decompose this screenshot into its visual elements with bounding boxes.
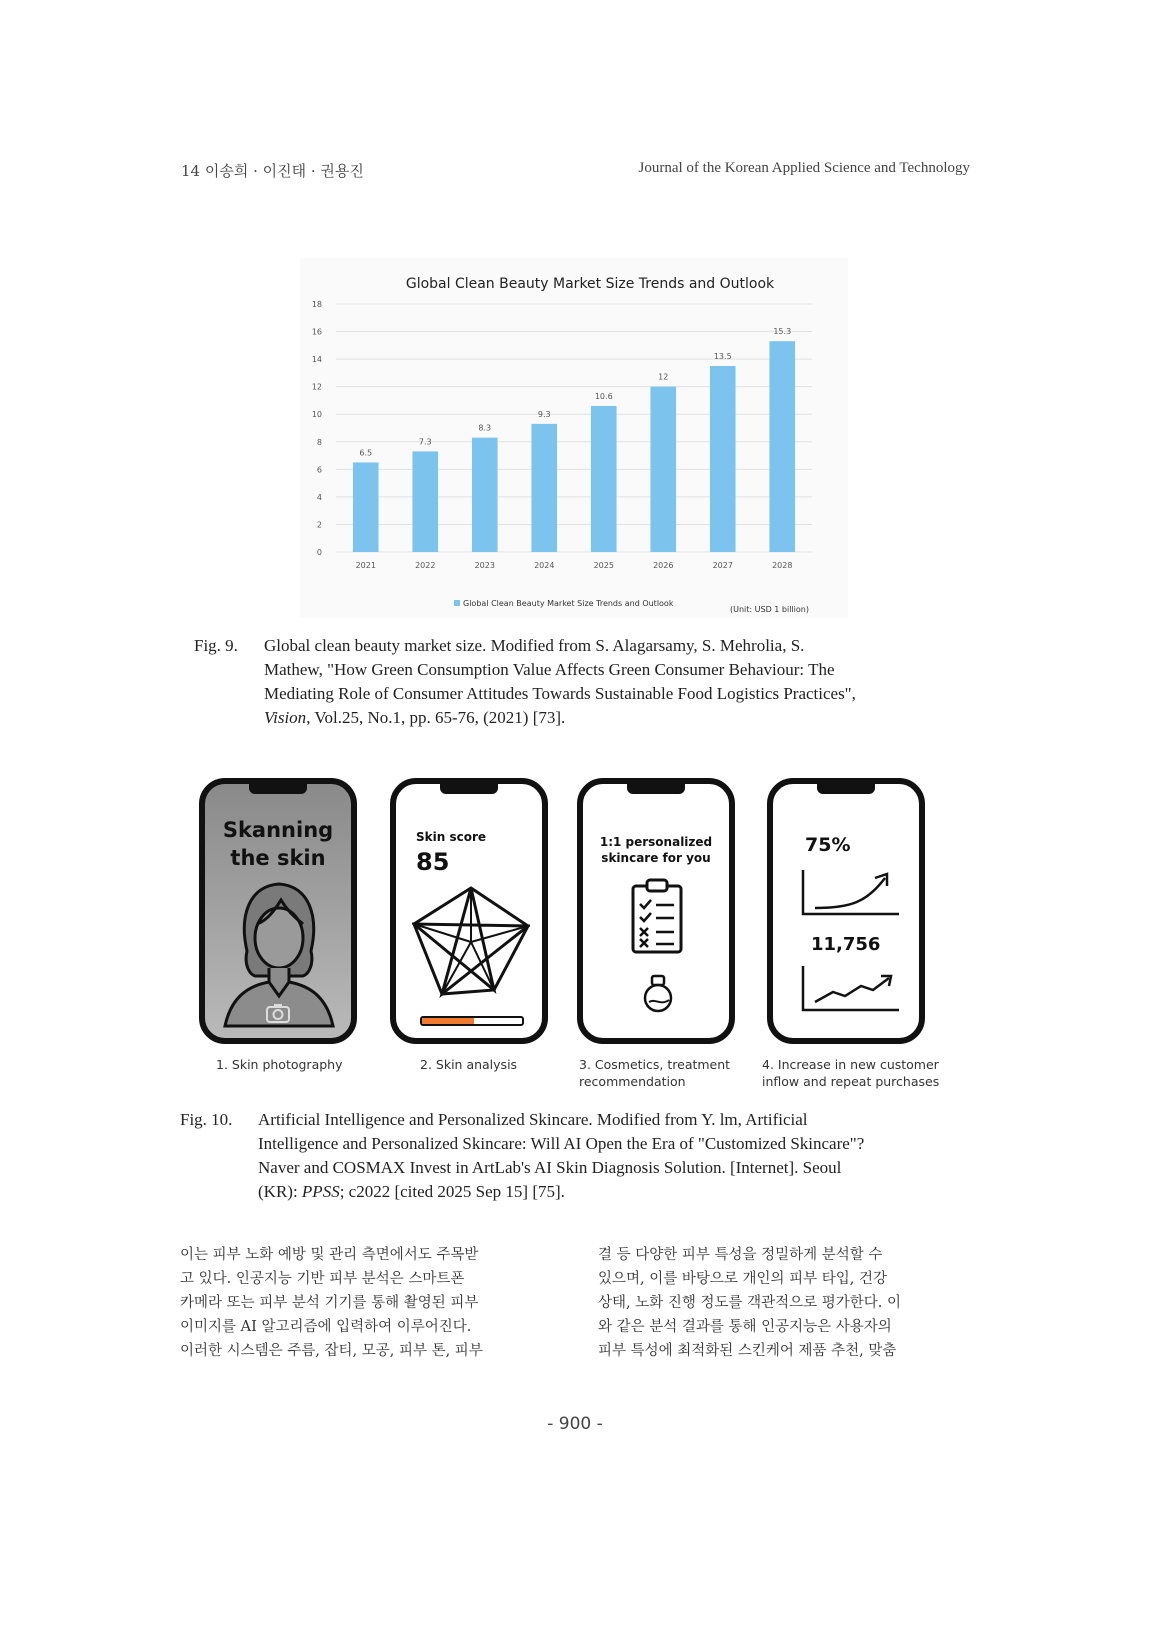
x-tick-label: 2021: [355, 561, 376, 570]
step-label-3: 3. Cosmetics, treatment recommendation: [579, 1057, 731, 1089]
body-line: 이는 피부 노화 예방 및 관리 측면에서도 주목받: [180, 1247, 479, 1263]
bar: [412, 451, 438, 552]
phone-skin-analysis: [390, 778, 548, 1044]
trend-line-icon: [801, 964, 901, 1014]
figure-10-caption: [180, 1108, 970, 1208]
step-label-4: 4. Increase in new customer inflow and repeat purchases: [762, 1057, 940, 1089]
y-tick-label: 0: [316, 548, 322, 557]
growth-percent: 75%: [805, 834, 851, 856]
running-header-journal: Journal of the Korean Applied Science and Technology: [638, 160, 970, 176]
data-label: 6.5: [359, 448, 373, 458]
bar: [769, 341, 795, 552]
caption-line: Vision, Vol.25, No.1, pp. 65-76, (2021) [73].: [264, 708, 566, 727]
bar-chart: [300, 258, 848, 618]
data-label: 12: [658, 372, 669, 382]
customer-count: 11,756: [811, 934, 881, 955]
bar: [531, 424, 557, 552]
publisher-name: PPSS: [301, 1182, 340, 1201]
body-line: 결 등 다양한 피부 특성을 정밀하게 분석할 수: [598, 1247, 883, 1263]
y-tick-label: 12: [311, 382, 322, 392]
y-tick-label: 10: [311, 410, 322, 420]
checklist-clipboard-icon: [630, 878, 684, 954]
caption-label: Fig. 10.: [180, 1110, 233, 1129]
step-label-2: 2. Skin analysis: [420, 1057, 518, 1072]
phone-skin-photography: [199, 778, 357, 1044]
caption-line: Artificial Intelligence and Personalized Skincare. Modified from Y. lm, Artificial: [258, 1110, 808, 1129]
data-label: 13.5: [713, 352, 732, 361]
skin-score-value: 85: [416, 848, 450, 876]
phone-recommendation: [577, 778, 735, 1044]
cosmetic-bottle-icon: [639, 972, 677, 1014]
y-tick-label: 4: [316, 492, 322, 502]
caption-line: Intelligence and Personalized Skincare: Will AI Open the Era of "Customized Skincare"?: [258, 1134, 865, 1153]
phone-notch: [440, 784, 498, 794]
phone-customer-growth: [767, 778, 925, 1044]
bar: [472, 438, 498, 552]
recommendation-title: skincare for you: [601, 851, 711, 865]
recommendation-title: 1:1 personalized: [599, 835, 713, 849]
phone-notch: [627, 784, 685, 794]
phone-notch: [817, 784, 875, 794]
body-line: 이미지를 AI 알고리즘에 입력하여 이루어진다.: [180, 1319, 472, 1335]
caption-label: Fig. 9.: [194, 636, 238, 655]
data-label: 9.3: [537, 409, 551, 419]
x-tick-label: 2022: [415, 561, 436, 570]
y-tick-label: 18: [311, 300, 322, 309]
growth-curve-icon: [801, 868, 901, 918]
caption-line: Naver and COSMAX Invest in ArtLab's AI Skin Diagnosis Solution. [Internet]. Seoul: [258, 1158, 842, 1177]
body-text-left-column: [180, 1243, 560, 1363]
legend-label: Global Clean Beauty Market Size Trends and Outlook: [463, 599, 674, 608]
data-label: 15.3: [773, 327, 792, 337]
body-line: 고 있다. 인공지능 기반 피부 분석은 스마트폰: [180, 1271, 465, 1287]
unit-note: (Unit: USD 1 billion): [730, 605, 809, 614]
y-tick-label: 16: [311, 327, 322, 337]
skin-score-label: Skin score: [416, 830, 487, 844]
body-line: 와 같은 분석 결과를 통해 인공지능은 사용자의: [598, 1319, 892, 1335]
bar: [353, 462, 379, 552]
caption-line: Mediating Role of Consumer Attitudes Towards Sustainable Food Logistics Practices",: [264, 684, 856, 703]
bar: [591, 406, 617, 552]
body-line: 이러한 시스템은 주름, 잡티, 모공, 피부 톤, 피부: [180, 1343, 483, 1359]
figure-9-caption: [194, 634, 954, 734]
y-tick-label: 2: [316, 520, 322, 530]
y-tick-label: 8: [316, 437, 322, 447]
x-tick-label: 2027: [712, 561, 733, 570]
radar-chart-icon: [412, 882, 530, 1000]
data-label: 8.3: [478, 423, 492, 433]
bar: [650, 387, 676, 552]
phone-notch: [249, 784, 307, 794]
x-tick-label: 2024: [534, 561, 555, 570]
y-tick-label: 14: [311, 355, 322, 365]
caption-line: Mathew, "How Green Consumption Value Affects Green Consumer Behaviour: The: [264, 660, 835, 679]
chart-title: Global Clean Beauty Market Size Trends and Outlook: [405, 276, 775, 292]
figure-9-chart: [300, 258, 848, 618]
x-tick-label: 2026: [653, 561, 674, 570]
legend-swatch: [454, 600, 460, 606]
skin-score-progress-bar: [420, 1016, 524, 1026]
progress-fill: [422, 1018, 474, 1024]
y-tick-label: 6: [316, 465, 322, 475]
phone-title: the skin: [230, 846, 326, 870]
caption-line: (KR): PPSS; c2022 [cited 2025 Sep 15] [75].: [258, 1182, 565, 1201]
x-tick-label: 2023: [474, 561, 495, 570]
x-tick-label: 2025: [593, 561, 614, 570]
data-label: 10.6: [594, 391, 613, 401]
body-text-right-column: [598, 1243, 978, 1363]
body-line: 상태, 노화 진행 정도를 객관적으로 평가한다. 이: [598, 1295, 902, 1311]
bar: [710, 366, 736, 552]
phone-title: Skanning: [222, 818, 334, 842]
caption-line: Global clean beauty market size. Modified from S. Alagarsamy, S. Mehrolia, S.: [264, 636, 805, 655]
body-line: 있으며, 이를 바탕으로 개인의 피부 타입, 건강: [598, 1271, 887, 1287]
running-header-authors: 14 이송희 · 이진태 · 권용진: [181, 162, 364, 180]
body-line: 피부 특성에 최적화된 스킨케어 제품 추천, 맞춤: [598, 1343, 897, 1359]
journal-name: Vision: [264, 708, 307, 727]
x-tick-label: 2028: [772, 561, 793, 570]
step-label-1: 1. Skin photography: [216, 1057, 343, 1072]
data-label: 7.3: [418, 437, 432, 447]
camera-icon: [265, 1002, 291, 1024]
body-line: 카메라 또는 피부 분석 기기를 통해 촬영된 피부: [180, 1295, 479, 1311]
page-number: - 900 -: [547, 1414, 603, 1434]
